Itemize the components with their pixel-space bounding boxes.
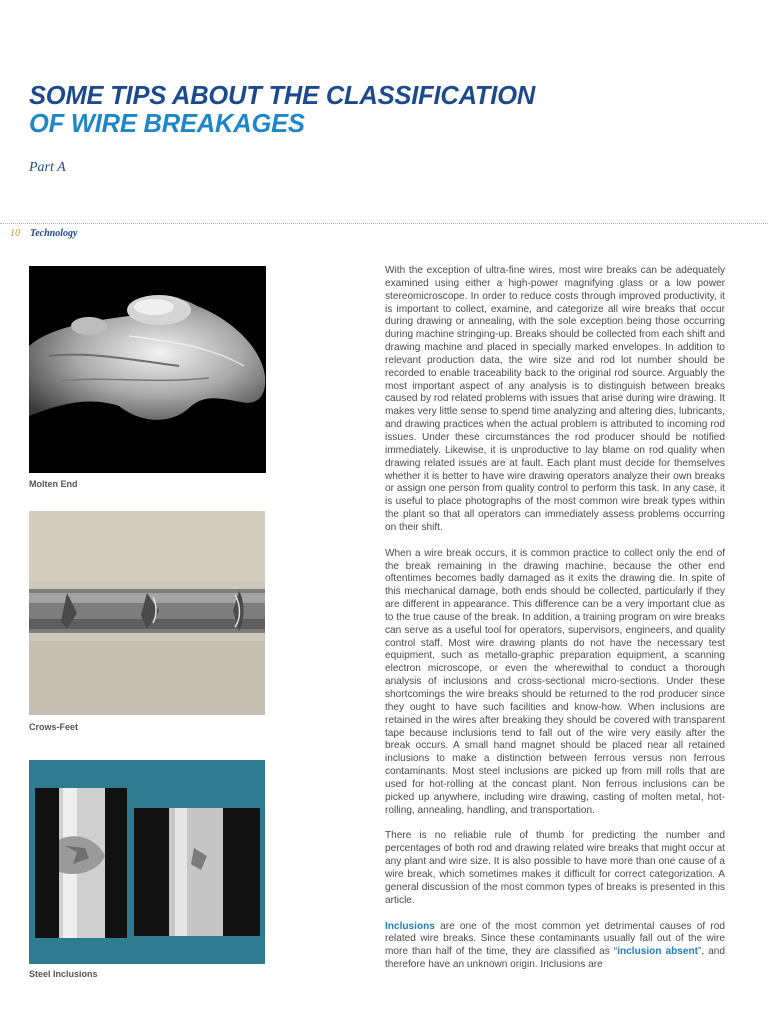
paragraph: With the exception of ultra-fine wires, most wire breaks can be adequately examined using either a high-power magnifying glass or a low power stereomicroscope. In order to reduce costs through improved productivity, it is important to collect, examine, and categorize all wire breaks that occur during drawing or annealing, with the sole exception being those occurring during machine stringing-up. Breaks should be collected from each shift and drawing machine and placed in specially marked envelopes. In addition to relevant production data, the wire size and rod lot number should be recorded to enable traceability back to the original rod source. Arguably the most important aspect of any analysis is to distinguish between breaks caused by rod related problems with issues that arise during wire drawing. It makes very little sense to spend time analyzing and altering dies, lubricants, and drawing practices when the actual problem is attributed to incoming rod issues. Under these circumstances the rod producer should be notified immediately. Likewise, it is unproductive to lay blame on rod quality when drawing related issues are at fault. Each plant must decide for themselves whether it is better to have wire drawing operators analyze their own breaks or assign one person from quality control to perform this task. In any case, it is useful to place photographs of the most common wire break types within the plant so that all operators can immediately assess problems occurring on their shift. [385, 265, 725, 533]
article-body [385, 265, 725, 985]
paragraph-text: ”, and therefore have an unknown origin. Inclusions are [385, 946, 725, 971]
steel-inclusions-photo [29, 760, 265, 964]
figure-caption: Steel Inclusions [29, 969, 98, 979]
paragraph: When a wire break occurs, it is common practice to collect only the end of the break remaining in the drawing machine, because the other end oftentimes becomes badly damaged as it exits the drawing die. In spite of this mechanical damage, both ends should be collected, particularly if they are different in appearance. This difference can be a very important clue as to the true cause of the break. In addition, a training program on wire breaks can serve as a useful tool for operators, supervisors, engineers, and quality control staff. Most wire drawing plants do not have the necessary test equipment, such as metallo-graphic preparation equipment, a scanning electron microscope, or even the wherewithal to conduct a thorough analysis of inclusions and cross-sectional micro-sections. Under these shortcomings the wire breaks should be returned to the rod producer since they ought to have such facilities and know-how. When inclusions are retained in the wires after breaking they should be covered with transparent tape because inclusions tend to fall out of the wire very easily after the break occurs. A small hand magnet should be placed near all retained inclusions to make a distinction between ferrous versus non ferrous contaminants. Most steel inclusions are picked up from mill rolls that are used for hot-rolling at the concast plant. Non ferrous inclusions can be picked up anywhere, including wire drawing, casting of molten metal, hot-rolling, annealing, handling, and transportation. [385, 547, 725, 816]
crows-feet-photo [29, 511, 265, 715]
paragraph-text: are one of the most common yet detrimental causes of rod related wire breaks. Since these contaminants usually fall out of the wire more than half of the time, they are classified as “ [385, 920, 725, 958]
term-inclusions: Inclusions [385, 920, 435, 932]
figure-caption: Crows-Feet [29, 722, 79, 732]
section-label: Technology [30, 228, 78, 239]
molten-end-photo [29, 266, 266, 473]
term-inclusion-absent: inclusion absent [617, 946, 698, 958]
title-line-2: OF WIRE BREAKAGES [29, 110, 305, 138]
page-number: 10 [10, 228, 20, 239]
title-line-1: SOME TIPS ABOUT THE CLASSIFICATION [29, 82, 536, 110]
paragraph [385, 921, 725, 972]
paragraph: There is no reliable rule of thumb for predicting the number and percentages of both rod and drawing related wire breaks that might occur at any plant and wire size. It is also possible to have more than one cause of a wire break, which sometimes makes it difficult for correct categorization. A general discussion of the most common types of breaks is presented in this article. [385, 830, 725, 906]
article-title [29, 82, 535, 138]
header-divider [0, 223, 768, 224]
figure-caption: Molten End [29, 479, 78, 489]
subtitle: Part A [29, 160, 66, 175]
